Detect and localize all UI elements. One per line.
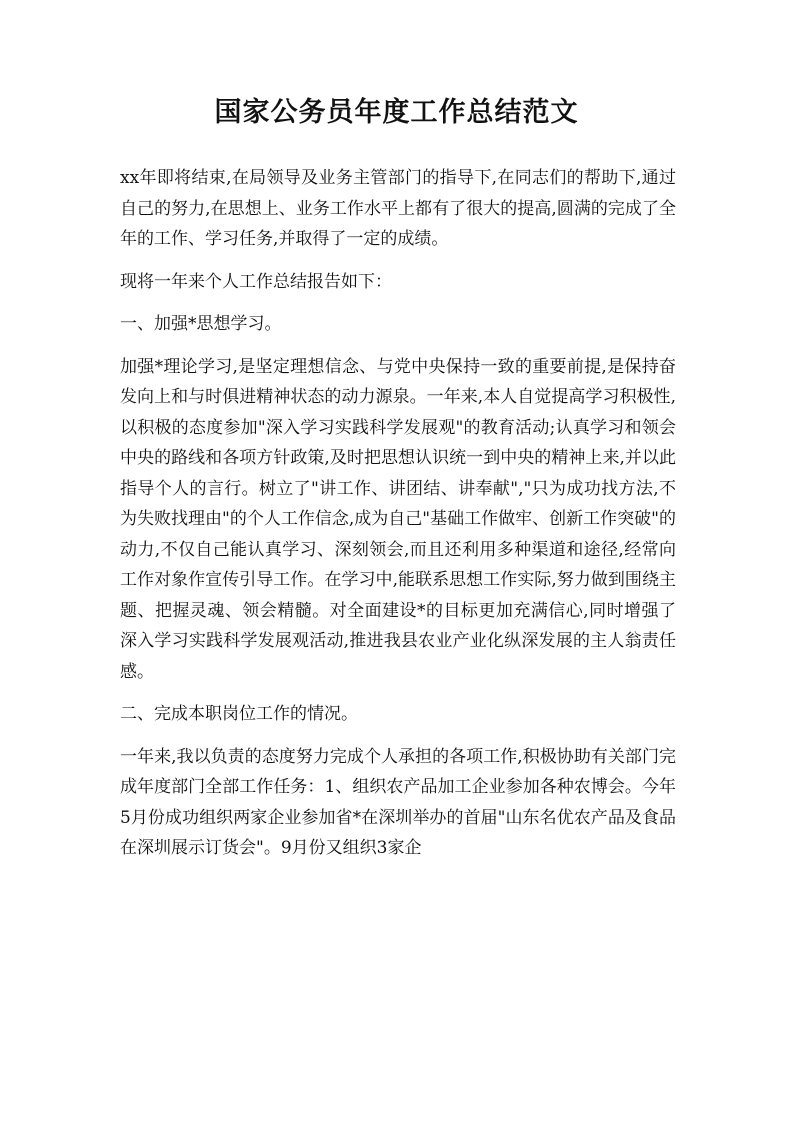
- summary-lead-in: 现将一年来个人工作总结报告如下：: [120, 271, 392, 292]
- section-2-paragraph: 一年来,我以负责的态度努力完成个人承担的各项工作,积极协助有关部门完成年度部门全部工作任务：1、组织农产品加工企业参加各种农博会。今年5月份成功组织两家企业参加省*在深圳举办的首届"山东名优农产品及食品在深圳展示订货会"。9月份又组织3家企: [120, 746, 676, 858]
- document-title: 国家公务员年度工作总结范文: [214, 97, 579, 128]
- document-body: [120, 163, 676, 876]
- intro-paragraph: xx年即将结束,在局领导及业务主管部门的指导下,在同志们的帮助下,通过自己的努力,在思想上、业务工作水平上都有了很大的提高,圆满的完成了全年的工作、学习任务,并取得了一定的成绩。: [120, 168, 676, 249]
- section-1-paragraph: 加强*理论学习,是坚定理想信念、与党中央保持一致的重要前提,是保持奋发向上和与时俱进精神状态的动力源泉。一年来,本人自觉提高学习积极性,以积极的态度参加"深入学习实践科学发展观"的教育活动;认真学习和领会中央的路线和各项方针政策,及时把思想认识统一到中央的精神上来,并以此指导个人的言行。树立了"讲工作、讲团结、讲奉献","只为成功找方法,不为失败找理由"的个人工作信念,成为自己"基础工作做牢、创新工作突破"的动力,不仅自己能认真学习、深刻领会,而且还利用多种渠道和途径,经常向工作对象作宣传引导工作。在学习中,能联系思想工作实际,努力做到围绕主题、把握灵魂、领会精髓。对全面建设*的目标更加充满信心,同时增强了深入学习实践科学发展观活动,推进我县农业产业化纵深发展的主人翁责任感。: [120, 356, 676, 682]
- section-heading-1: 一、加强*思想学习。: [120, 314, 282, 334]
- section-heading-2: 二、完成本职岗位工作的情况。: [120, 704, 358, 724]
